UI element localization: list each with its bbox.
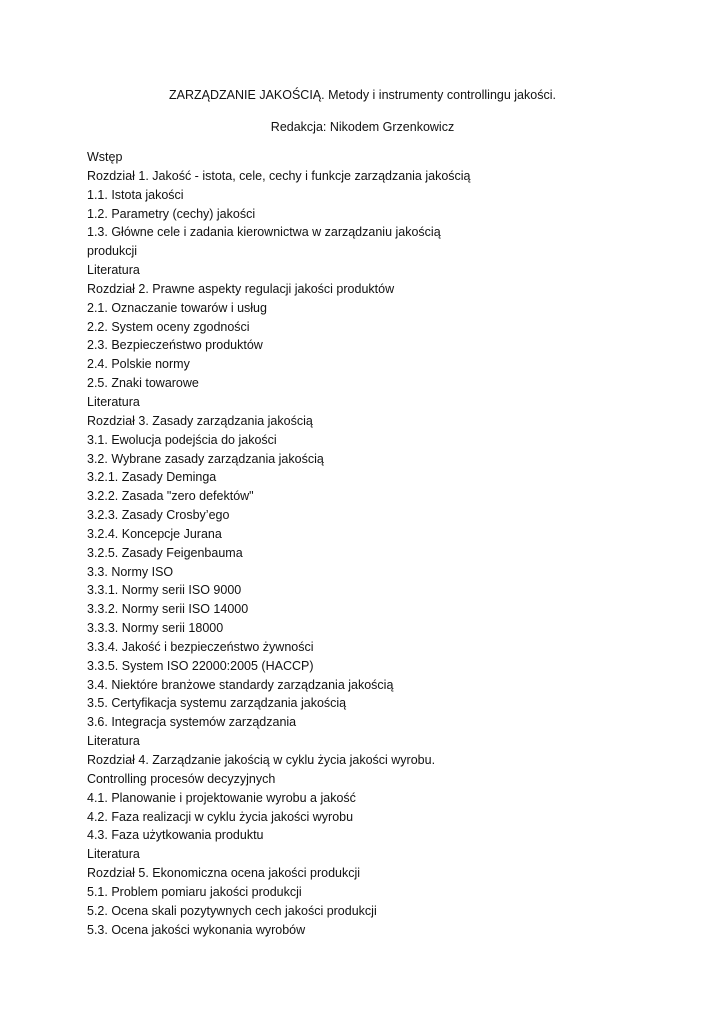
toc-line: Rozdział 2. Prawne aspekty regulacji jakości produktów	[87, 281, 395, 296]
toc-line: 5.1. Problem pomiaru jakości produkcji	[87, 884, 302, 899]
toc-line: Controlling procesów decyzyjnych	[87, 771, 276, 786]
toc-line: 3.2.2. Zasada "zero defektów"	[87, 489, 254, 504]
toc-line: produkcji	[87, 244, 138, 259]
toc-line: 2.3. Bezpieczeństwo produktów	[87, 338, 263, 353]
toc-line: 4.1. Planowanie i projektowanie wyrobu a jakość	[87, 790, 356, 805]
toc-line: 3.2.3. Zasady Crosby’ego	[87, 508, 230, 523]
toc-line: 5.2. Ocena skali pozytywnych cech jakości produkcji	[87, 903, 377, 918]
toc-line: 3.3.4. Jakość i bezpieczeństwo żywności	[87, 639, 314, 654]
toc-line: 1.3. Główne cele i zadania kierownictwa w zarządzaniu jakością	[87, 225, 441, 240]
toc-line: 2.1. Oznaczanie towarów i usług	[87, 300, 267, 315]
toc-line: 3.6. Integracja systemów zarządzania	[87, 715, 297, 730]
toc-line: 3.3.1. Normy serii ISO 9000	[87, 583, 242, 598]
toc-line: 3.3.5. System ISO 22000:2005 (HACCP)	[87, 658, 314, 673]
toc-line: Literatura	[87, 263, 140, 278]
toc-line: Rozdział 4. Zarządzanie jakością w cyklu życia jakości wyrobu.	[87, 753, 436, 767]
toc-line: 3.5. Certyfikacja systemu zarządzania jakością	[87, 696, 347, 711]
toc-line: 3.2.5. Zasady Feigenbauma	[87, 545, 243, 560]
toc-line: 3.3.2. Normy serii ISO 14000	[87, 602, 249, 617]
toc-line: 2.4. Polskie normy	[87, 357, 190, 372]
document-editor: Redakcja: Nikodem Grzenkowicz	[270, 120, 455, 134]
toc-line: Literatura	[87, 394, 140, 409]
toc-line: 4.2. Faza realizacji w cyklu życia jakości wyrobu	[87, 809, 354, 824]
toc-line: 5.3. Ocena jakości wykonania wyrobów	[87, 922, 306, 937]
toc-line: Rozdział 5. Ekonomiczna ocena jakości produkcji	[87, 866, 361, 881]
toc-line: 3.3.3. Normy serii 18000	[87, 621, 224, 636]
table-of-contents	[87, 148, 647, 939]
toc-line: 3.2. Wybrane zasady zarządzania jakością	[87, 451, 324, 466]
toc-line: 4.3. Faza użytkowania produktu	[87, 828, 264, 843]
toc-line: 3.4. Niektóre branżowe standardy zarządzania jakością	[87, 677, 394, 692]
toc-line: 2.2. System oceny zgodności	[87, 319, 250, 334]
toc-line: 3.2.1. Zasady Deminga	[87, 470, 217, 485]
toc-line: 3.2.4. Koncepcje Jurana	[87, 526, 222, 541]
toc-line: Literatura	[87, 847, 140, 862]
toc-line: Rozdział 1. Jakość - istota, cele, cechy i funkcje zarządzania jakością	[87, 168, 471, 183]
document-title: ZARZĄDZANIE JAKOŚCIĄ. Metody i instrumenty controllingu jakości.	[169, 88, 556, 102]
toc-line: Literatura	[87, 734, 140, 749]
toc-line: 2.5. Znaki towarowe	[87, 376, 199, 391]
toc-line: Rozdział 3. Zasady zarządzania jakością	[87, 413, 313, 428]
toc-line: 3.3. Normy ISO	[87, 564, 174, 579]
toc-line: 3.1. Ewolucja podejścia do jakości	[87, 432, 277, 447]
toc-line: Wstęp	[87, 150, 123, 164]
toc-line: 1.1. Istota jakości	[87, 187, 184, 202]
toc-line: 1.2. Parametry (cechy) jakości	[87, 206, 256, 221]
